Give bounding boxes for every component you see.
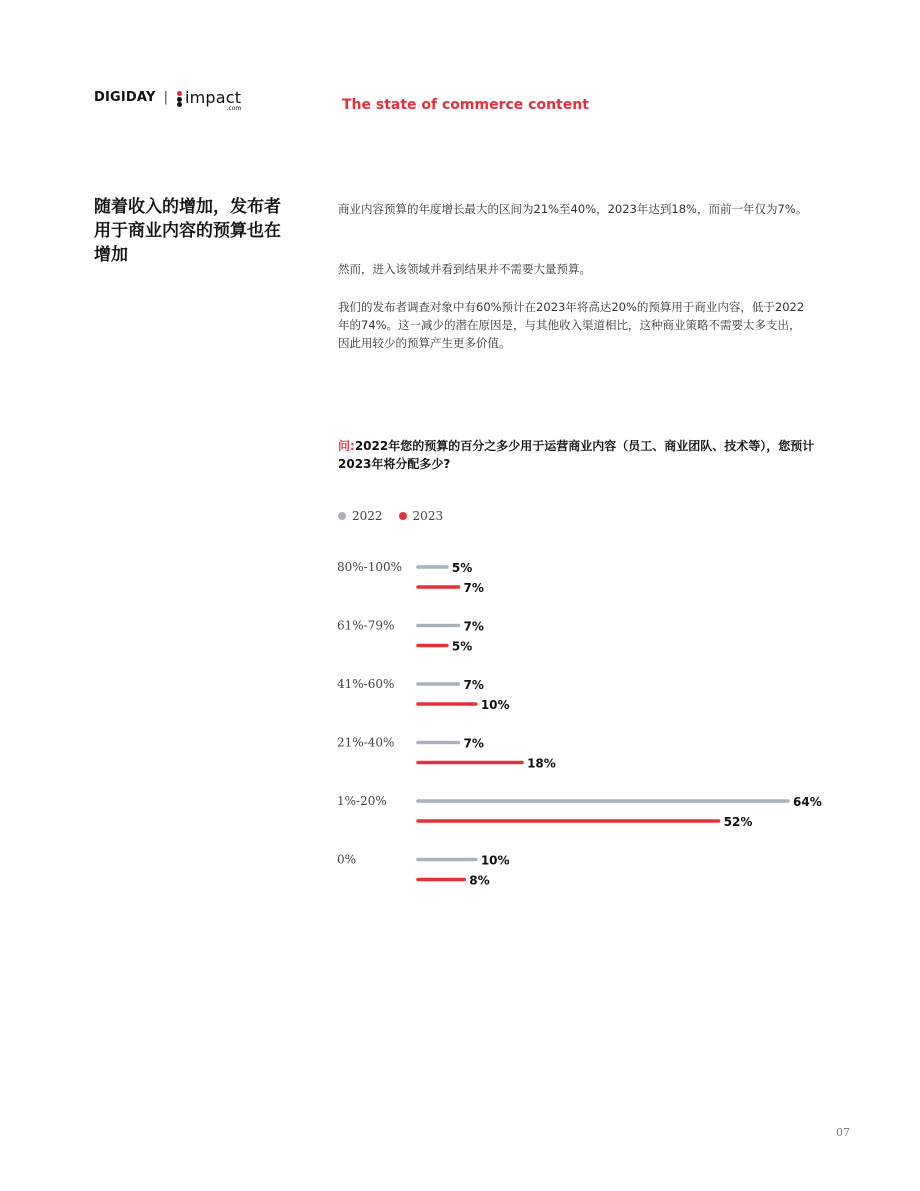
page-number: 07	[836, 1126, 850, 1139]
paragraph-1: 商业内容预算的年度增长最大的区间为21%至40%，2023年达到18%，而前一年仅为7%。	[338, 202, 808, 216]
category-label: 41%-60%	[337, 677, 395, 691]
category-label: 21%-40%	[337, 735, 395, 750]
value-label: 7%	[463, 678, 484, 692]
category-label: 1%-20%	[337, 794, 387, 808]
value-label: 5%	[451, 561, 473, 575]
value-label: 52%	[723, 815, 753, 829]
category-label: 0%	[337, 852, 357, 867]
value-label: 5%	[451, 639, 473, 654]
question-text: 2022年您的预算的百分之多少用于运营商业内容（员工、商业团队、技术等），您预计2023年将分配多少?	[338, 439, 815, 471]
question-prefix: 问:	[338, 439, 355, 453]
report-title: The state of commerce content	[342, 97, 589, 113]
section-heading: 随着收入的增加，发布者用于商业内容的预算也在增加	[94, 197, 281, 265]
value-label: 7%	[463, 581, 484, 595]
value-label: 10%	[480, 853, 510, 868]
paragraph-3: 我们的发布者调查对象中有60%预计在2023年将高达20%的预算用于商业内容，低于2022年的74%。这一减少的潜在原因是，与其他收入渠道相比，这种商业策略不需要太多支出，因此用较少的预算产生更多价值。	[338, 300, 805, 350]
impact-wordmark: impact	[184, 88, 242, 107]
value-label: 7%	[463, 619, 484, 634]
value-label: 8%	[469, 873, 490, 888]
paragraph-2: 然而，进入该领域并看到结果并不需要大量预算。	[338, 262, 591, 276]
category-label: 80%-100%	[337, 560, 403, 574]
category-label: 61%-79%	[337, 618, 395, 633]
value-label: 10%	[480, 698, 510, 712]
value-label: 18%	[527, 756, 556, 771]
value-label: 7%	[463, 736, 484, 751]
legend-label: 2022	[352, 509, 383, 523]
digiday-logo: DIGIDAY	[94, 90, 156, 105]
logo-separator: |	[163, 90, 168, 105]
legend-label: 2023	[412, 509, 444, 523]
value-label: 64%	[793, 795, 822, 809]
impact-domain: .com	[226, 105, 242, 112]
